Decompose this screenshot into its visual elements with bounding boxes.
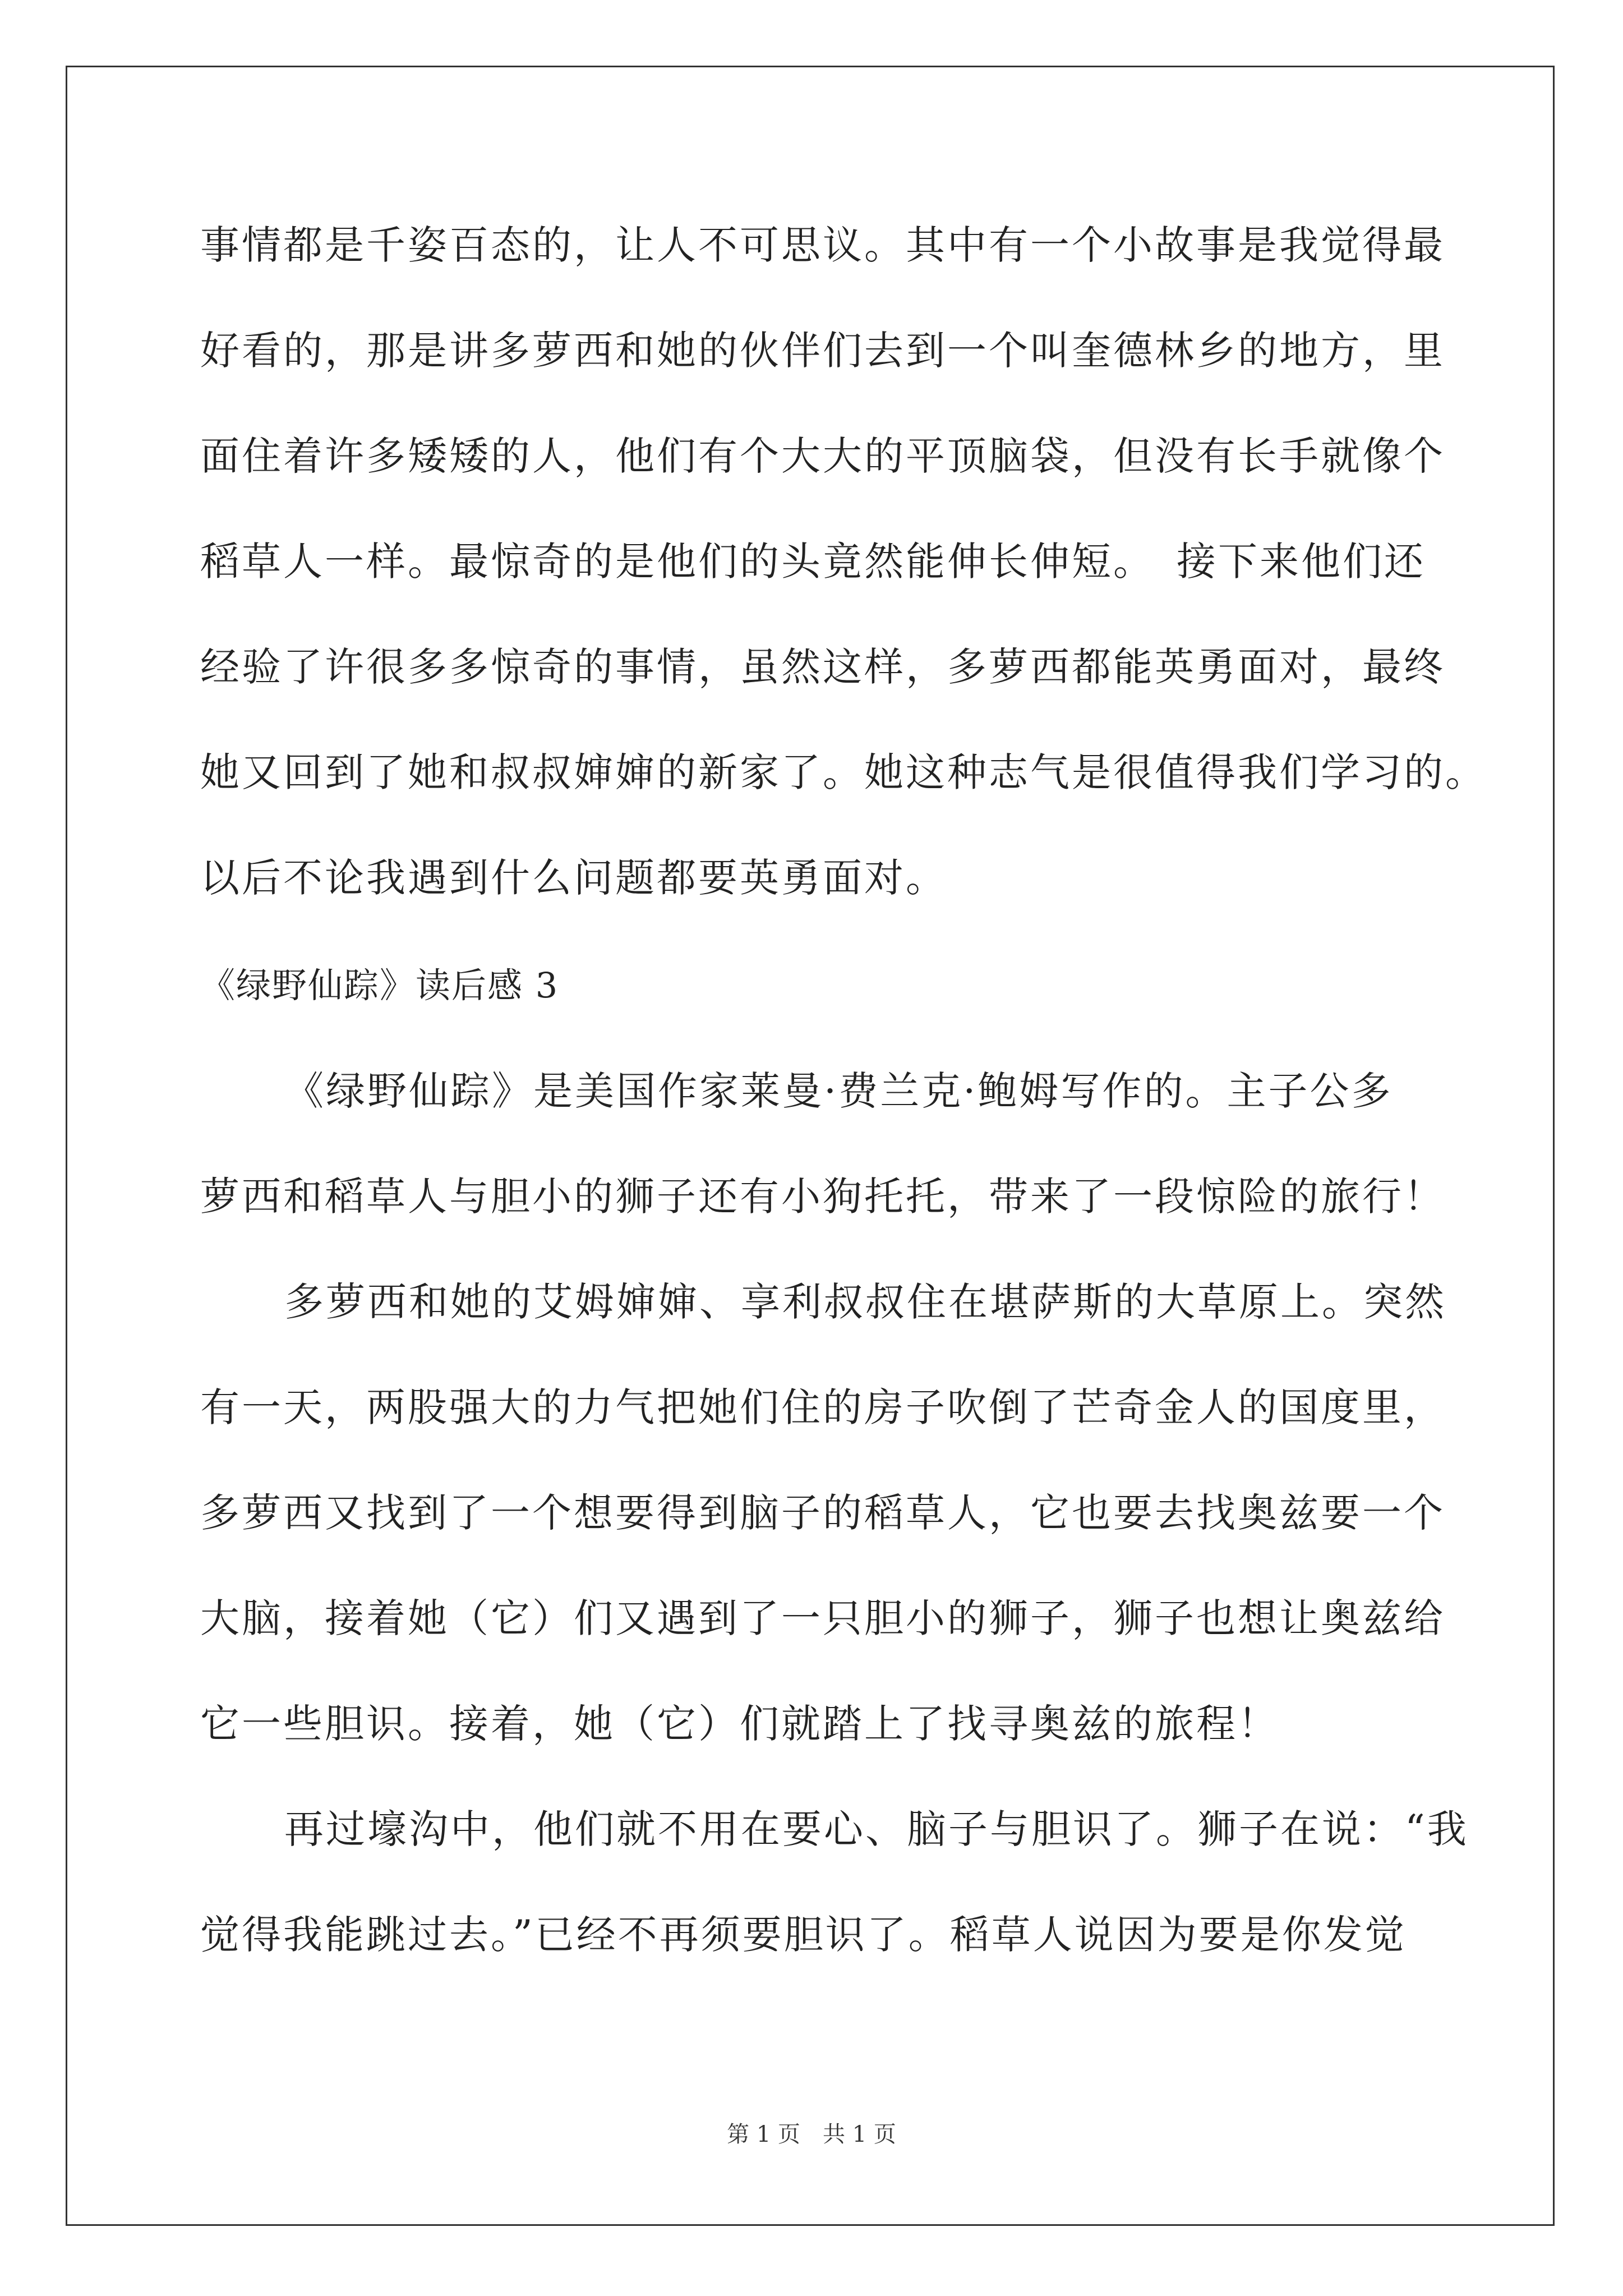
text-line: 多萝西和她的艾姆婶婶、享利叔叔住在堪萨斯的大草原上。突然 — [284, 1279, 1446, 1325]
text-line: 以后不论我遇到什么问题都要英勇面对。 — [200, 855, 947, 901]
text-line: 经验了许很多多惊奇的事情，虽然这样，多萝西都能英勇面对，最终 — [200, 644, 1445, 690]
text-line: 事情都是千姿百态的，让人不可思议。其中有一个小故事是我觉得最 — [200, 222, 1445, 268]
text-line: 萝西和稻草人与胆小的狮子还有小狗托托，带来了一段惊险的旅行！ — [200, 1174, 1445, 1220]
page-footer: 第 1 页 共 1 页 — [727, 2122, 896, 2147]
page-border — [66, 66, 1555, 2226]
section-heading: 《绿野仙踪》读后感 3 — [200, 965, 559, 1006]
text-line: 它一些胆识。接着，她（它）们就踏上了找寻奥兹的旅程！ — [200, 1701, 1279, 1747]
text-line: 多萝西又找到了一个想要得到脑子的稻草人，它也要去找奥兹要一个 — [200, 1490, 1445, 1536]
text-line: 她又回到了她和叔叔婶婶的新家了。她这种志气是很值得我们学习的。 — [200, 749, 1487, 795]
text-line: 《绿野仙踪》是美国作家莱曼·费兰克·鲍姆写作的。主子公多 — [284, 1068, 1393, 1114]
text-line: 面住着许多矮矮的人，他们有个大大的平顶脑袋，但没有长手就像个 — [200, 433, 1445, 479]
text-line: 稻草人一样。最惊奇的是他们的头竟然能伸长伸短。 接下来他们还 — [200, 539, 1426, 585]
text-line: 大脑，接着她（它）们又遇到了一只胆小的狮子，狮子也想让奥兹给 — [200, 1595, 1445, 1641]
text-line: 有一天，两股强大的力气把她们住的房子吹倒了芒奇金人的国度里， — [200, 1384, 1445, 1430]
text-line: 好看的，那是讲多萝西和她的伙伴们去到一个叫奎德林乡的地方，里 — [200, 328, 1445, 374]
text-line: 再过壕沟中，他们就不用在要心、脑子与胆识了。狮子在说：“我 — [284, 1806, 1469, 1852]
text-line: 觉得我能跳过去。”已经不再须要胆识了。稻草人说因为要是你发觉 — [200, 1912, 1407, 1958]
